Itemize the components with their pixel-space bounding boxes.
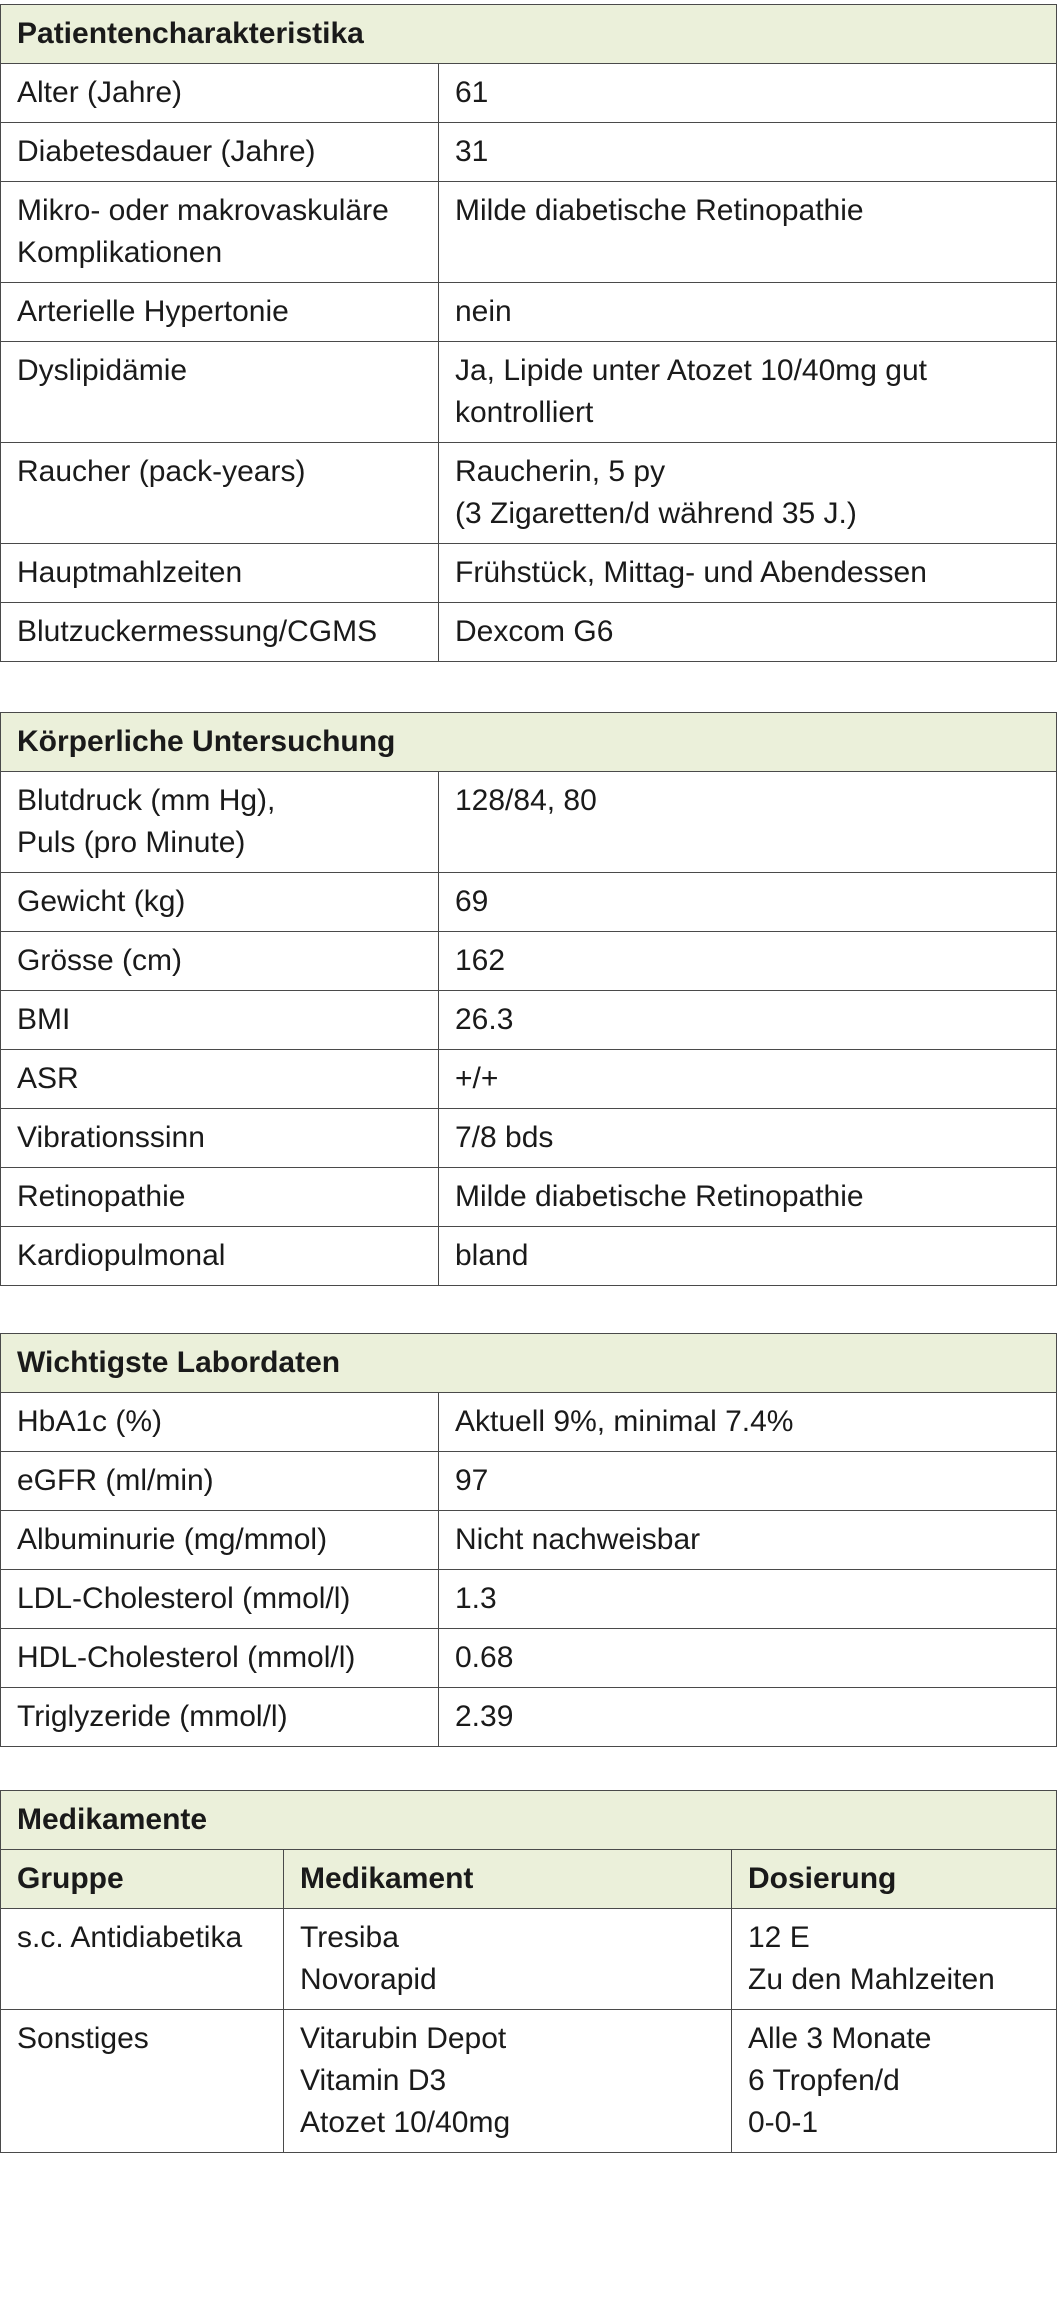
- lab-data-table: [0, 1333, 1057, 1747]
- row-value: Dexcom G6: [439, 603, 1057, 662]
- drug-name: Vitarubin Depot: [300, 2022, 507, 2055]
- table-row: [1, 772, 1057, 873]
- medication-doses: [732, 1909, 1057, 2010]
- row-label: Triglyzeride (mmol/l): [1, 1688, 439, 1747]
- row-label: HDL-Cholesterol (mmol/l): [1, 1629, 439, 1688]
- row-value: 128/84, 80: [439, 772, 1057, 873]
- table-row: [1, 932, 1057, 991]
- row-label: HbA1c (%): [1, 1393, 439, 1452]
- patient-characteristics-table: [0, 4, 1057, 662]
- row-label: Mikro- oder makrovaskuläre Komplikationen: [1, 182, 439, 283]
- drug-dose: Zu den Mahlzeiten: [748, 1963, 995, 1996]
- table-row: [1, 443, 1057, 544]
- row-value: Ja, Lipide unter Atozet 10/40mg gut kontrolliert: [439, 342, 1057, 443]
- row-label: LDL-Cholesterol (mmol/l): [1, 1570, 439, 1629]
- table-row: [1, 544, 1057, 603]
- row-label: Dyslipidämie: [1, 342, 439, 443]
- table-row: [1, 873, 1057, 932]
- row-value: Milde diabetische Retinopathie: [439, 182, 1057, 283]
- row-label: Retinopathie: [1, 1168, 439, 1227]
- drug-dose: Alle 3 Monate: [748, 2022, 932, 2055]
- table-row: [1, 1511, 1057, 1570]
- row-label: BMI: [1, 991, 439, 1050]
- table-row: [1, 1688, 1057, 1747]
- row-label-line: Puls (pro Minute): [17, 826, 246, 859]
- row-label: Blutzuckermessung/CGMS: [1, 603, 439, 662]
- row-value: 97: [439, 1452, 1057, 1511]
- row-value: 2.39: [439, 1688, 1057, 1747]
- row-value: Frühstück, Mittag- und Abendessen: [439, 544, 1057, 603]
- row-value: bland: [439, 1227, 1057, 1286]
- medication-group: Sonstiges: [1, 2010, 284, 2153]
- table-row: [1, 1227, 1057, 1286]
- table-row: [1, 603, 1057, 662]
- row-value: Milde diabetische Retinopathie: [439, 1168, 1057, 1227]
- row-value: Aktuell 9%, minimal 7.4%: [439, 1393, 1057, 1452]
- row-label: Kardiopulmonal: [1, 1227, 439, 1286]
- column-header-row: [1, 1850, 1057, 1909]
- table-title: Patientencharakteristika: [1, 5, 1057, 64]
- row-value: 61: [439, 64, 1057, 123]
- physical-exam-table: [0, 712, 1057, 1286]
- table-row: [1, 123, 1057, 182]
- row-value: 162: [439, 932, 1057, 991]
- row-label: Albuminurie (mg/mmol): [1, 1511, 439, 1570]
- drug-name: Atozet 10/40mg: [300, 2106, 511, 2139]
- row-label: Alter (Jahre): [1, 64, 439, 123]
- table-row: [1, 1909, 1057, 2010]
- drug-name: Novorapid: [300, 1963, 437, 1996]
- medication-table: [0, 1790, 1057, 2153]
- row-label: Hauptmahlzeiten: [1, 544, 439, 603]
- row-value: +/+: [439, 1050, 1057, 1109]
- table-title: Medikamente: [1, 1791, 1057, 1850]
- table-row: [1, 182, 1057, 283]
- table-title: Körperliche Untersuchung: [1, 713, 1057, 772]
- table-row: [1, 64, 1057, 123]
- row-label: Diabetesdauer (Jahre): [1, 123, 439, 182]
- table-row: [1, 991, 1057, 1050]
- drug-dose: 0-0-1: [748, 2106, 819, 2139]
- row-label: Grösse (cm): [1, 932, 439, 991]
- table-row: [1, 1570, 1057, 1629]
- medication-drugs: [284, 1909, 732, 2010]
- row-value: Nicht nachweisbar: [439, 1511, 1057, 1570]
- table-row: [1, 342, 1057, 443]
- table-row: [1, 1109, 1057, 1168]
- column-header-drug: Medikament: [284, 1850, 732, 1909]
- row-label: Vibrationssinn: [1, 1109, 439, 1168]
- row-label: Raucher (pack-years): [1, 443, 439, 544]
- row-label: [1, 772, 439, 873]
- table-row: [1, 1393, 1057, 1452]
- row-value-line: (3 Zigaretten/d während 35 J.): [455, 497, 857, 530]
- medication-drugs: [284, 2010, 732, 2153]
- row-value: 1.3: [439, 1570, 1057, 1629]
- table-row: [1, 1452, 1057, 1511]
- table-row: [1, 1629, 1057, 1688]
- drug-dose: 6 Tropfen/d: [748, 2064, 900, 2097]
- row-value: 0.68: [439, 1629, 1057, 1688]
- row-value: 7/8 bds: [439, 1109, 1057, 1168]
- row-value: 26.3: [439, 991, 1057, 1050]
- table-row: [1, 2010, 1057, 2153]
- table-row: [1, 1050, 1057, 1109]
- column-header-group: Gruppe: [1, 1850, 284, 1909]
- table-title: Wichtigste Labordaten: [1, 1334, 1057, 1393]
- medication-doses: [732, 2010, 1057, 2153]
- drug-name: Vitamin D3: [300, 2064, 447, 2097]
- row-value-line: Raucherin, 5 py: [455, 455, 666, 488]
- drug-dose: 12 E: [748, 1921, 810, 1954]
- drug-name: Tresiba: [300, 1921, 399, 1954]
- row-value: [439, 443, 1057, 544]
- medication-group: s.c. Antidiabetika: [1, 1909, 284, 2010]
- table-row: [1, 283, 1057, 342]
- row-label: ASR: [1, 1050, 439, 1109]
- column-header-dose: Dosierung: [732, 1850, 1057, 1909]
- row-label: Arterielle Hypertonie: [1, 283, 439, 342]
- row-label-line: Blutdruck (mm Hg),: [17, 784, 276, 817]
- row-value: 69: [439, 873, 1057, 932]
- row-value: 31: [439, 123, 1057, 182]
- row-value: nein: [439, 283, 1057, 342]
- row-label: Gewicht (kg): [1, 873, 439, 932]
- table-row: [1, 1168, 1057, 1227]
- row-label: eGFR (ml/min): [1, 1452, 439, 1511]
